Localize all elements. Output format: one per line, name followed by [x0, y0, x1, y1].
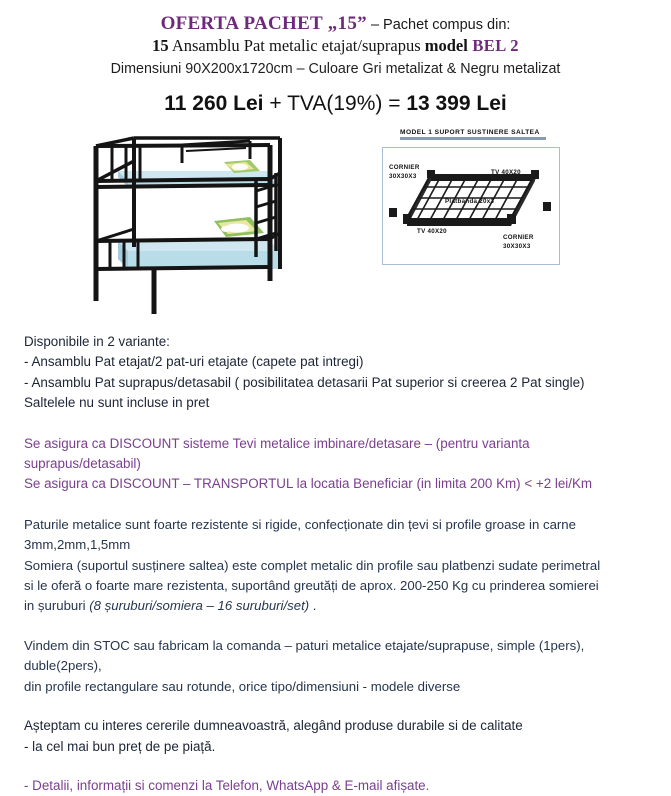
description-line-3: si le oferă o foarte mare rezistenta, suportând greutăți de aprox. 200-250 Kg cu prinderea somierei	[24, 578, 599, 594]
diagram-title-underline	[400, 137, 546, 140]
diagram-label-cornier-top-left: CORNIER	[389, 164, 420, 171]
discount-line-2: Se asigura ca DISCOUNT – TRANSPORTUL la locatia Beneficiar (in limita 200 Km) < +2 lei/Km	[24, 476, 593, 492]
diagram-label-tv-top: TV 40X20	[491, 169, 521, 176]
closing-line-2: - la cel mai bun preț de pe piață.	[24, 738, 216, 754]
diagram-label-cornier-bottom-right-size: 30X30X3	[503, 243, 531, 250]
offer-headline	[0, 14, 671, 35]
spacer-2	[24, 495, 652, 515]
offer-header	[0, 0, 671, 117]
discount-line-1b: suprapus/detasabil)	[24, 456, 141, 472]
discount-block	[24, 434, 652, 495]
offer-model-line	[0, 35, 671, 57]
variants-title: Disponibile in 2 variante:	[24, 334, 170, 349]
diagram-frame-box	[382, 147, 560, 265]
description-line-1: Paturile metalice sunt foarte rezistente si rigide, confecționate din țevi si profile groase in carne 3mm,2mm,1,5mm	[24, 516, 576, 553]
price-tva: + TVA(19%) =	[263, 92, 407, 115]
stock-line-1: Vindem din STOC sau fabricam la comanda – paturi metalice etajate/suprapuse, simple (1pers), duble(2pers),	[24, 637, 585, 674]
diagram-label-cornier-top-left-size: 30X30X3	[389, 173, 417, 180]
spacer-1	[24, 414, 652, 434]
mattress-note: Saltelele nu sunt incluse in pret	[24, 395, 210, 411]
media-row	[0, 127, 671, 327]
offer-subtitle: – Pachet compus din:	[366, 17, 511, 33]
description-block	[24, 515, 652, 617]
mattress-support-diagram	[372, 129, 562, 279]
discount-line-1a: Se asigura ca DISCOUNT sisteme Tevi metalice imbinare/detasare – (pentru varianta	[24, 435, 530, 451]
price-total: 13 399 Lei	[406, 92, 507, 115]
diagram-label-platbanda: Platbanda 20x3	[445, 198, 495, 205]
screws-detail: (8 șuruburi/somiera – 16 suruburi/set)	[89, 598, 310, 614]
spacer-3	[24, 617, 652, 636]
bunk-bed-image	[74, 129, 364, 327]
variant-item-2: - Ansamblu Pat suprapus/detasabil ( posibilitatea detasarii Pat superior si creerea 2 Pat single)	[24, 374, 585, 390]
spacer-5	[24, 757, 652, 776]
offer-price-line	[0, 91, 671, 117]
offer-title: OFERTA PACHET „15”	[160, 13, 367, 34]
offer-model-code: BEL 2	[467, 36, 519, 55]
offer-body	[24, 332, 652, 796]
variants-block	[24, 332, 652, 414]
offer-model-word: model	[424, 36, 468, 55]
screws-suffix: .	[309, 598, 317, 614]
price-base: 11 260 Lei	[164, 92, 264, 115]
diagram-label-cornier-bottom-right: CORNIER	[503, 234, 534, 241]
stock-line-2: din profile rectangulare sau rotunde, orice tipo/dimensiuni - modele diverse	[24, 678, 461, 694]
diagram-title: MODEL 1 SUPORT SUSTINERE SALTEA	[400, 129, 540, 136]
diagram-label-tv-bottom: TV 40X20	[417, 228, 447, 235]
closing-block	[24, 716, 652, 757]
description-line-4	[24, 596, 652, 616]
stock-block	[24, 636, 652, 697]
offer-quantity: 15	[152, 36, 169, 55]
variant-item-1: - Ansamblu Pat etajat/2 pat-uri etajate (capete pat intregi)	[24, 354, 364, 370]
closing-line-1: Așteptam cu interes cererile dumneavoastră, alegând produse durabile si de calitate	[24, 718, 523, 734]
contact-line: - Detalii, informații si comenzi la Telefon, WhatsApp & E-mail afișate.	[24, 777, 430, 793]
screws-prefix: in șuruburi	[24, 598, 90, 614]
offer-product-name: Ansamblu Pat metalic etajat/suprapus	[168, 36, 425, 55]
offer-dimensions: Dimensiuni 90X200x1720cm – Culoare Gri metalizat & Negru metalizat	[110, 61, 561, 77]
description-line-2: Somiera (suportul susținere saltea) este complet metalic din profile sau platbenzi sudate perimetral	[24, 557, 601, 573]
spacer-4	[24, 697, 652, 716]
